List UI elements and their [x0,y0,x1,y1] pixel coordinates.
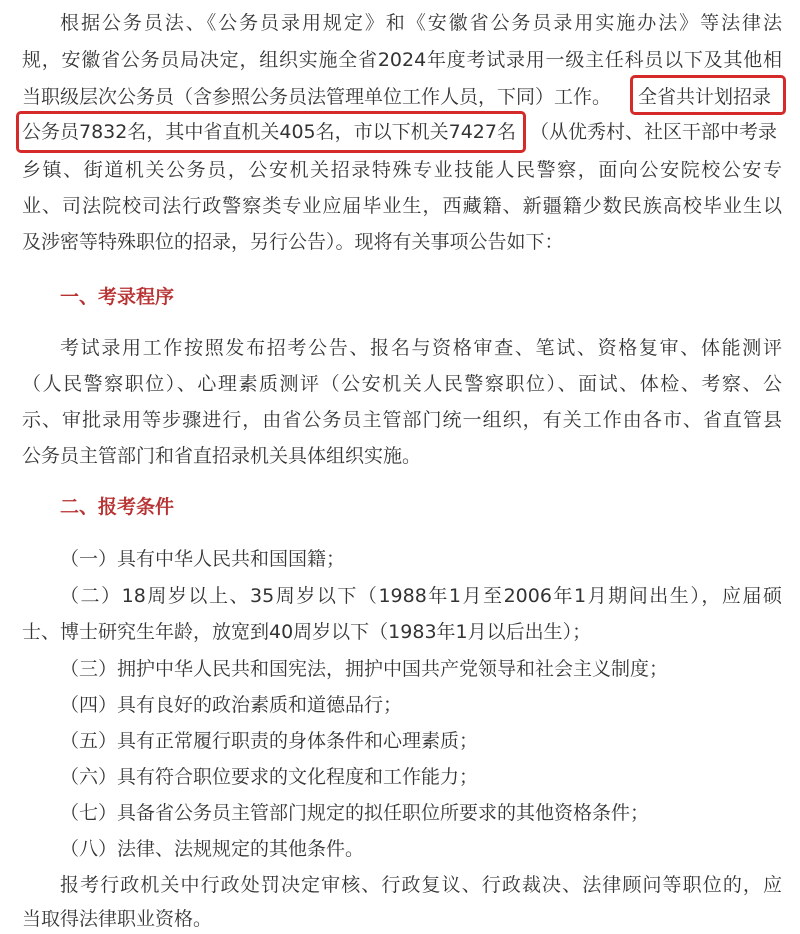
condition-6: （六）具有符合职位要求的文化程度和工作能力； [60,766,479,788]
intro-line-5: 乡镇、街道机关公务员，公安机关招录特殊专业技能人民警察，面向公安院校公安专 [22,159,782,181]
intro-line-3-text: 当职级层次公务员（含参照公务员法管理单位工作人员，下同）工作。 [22,86,612,108]
intro-line-4 [22,118,782,146]
intro-line-4-text: （从优秀村、社区干部中考录 [530,121,778,143]
highlight-text-1: 全省共计划招录 [638,86,772,108]
section-1-line-3: 示、审批录用等步骤进行，由省公务员主管部门统一组织，有关工作由各市、省直管县 [22,409,782,431]
note-line-1: 报考行政机关中行政处罚决定审核、行政复议、行政裁决、法律顾问等职位的，应 [60,874,782,896]
condition-2-line-2: 士、博士研究生年龄，放宽到40周岁以下（1983年1月以后出生）； [22,621,592,643]
section-1-line-4: 公务员主管部门和省直招录机关具体组织实施。 [22,445,422,467]
condition-8: （八）法律、法规规定的其他条件。 [60,838,365,860]
condition-1: （一）具有中华人民共和国国籍； [60,548,346,570]
intro-line-7: 及涉密等特殊职位的招录，另行公告）。现将有关事项公告如下： [22,231,564,253]
section-1-line-2: （人民警察职位）、心理素质测评（公安机关人民警察职位）、面试、体检、考察、公 [22,373,782,395]
highlight-text-2: 公务员7832名，其中省直机关405名，市以下机关7427名 [22,121,516,143]
note-line-2: 当取得法律职业资格。 [22,908,213,930]
intro-line-1: 根据公务员法、《公务员录用规定》和《安徽省公务员录用实施办法》等法律法 [60,12,782,34]
intro-line-6: 业、司法院校司法行政警察类专业应届毕业生，西藏籍、新疆籍少数民族高校毕业生以 [22,195,782,217]
section-2-heading: 二、报考条件 [60,496,175,518]
section-1-line-1: 考试录用工作按照发布招考公告、报名与资格审查、笔试、资格复审、体能测评 [60,337,782,359]
condition-4: （四）具有良好的政治素质和道德品行； [60,694,403,716]
intro-line-2: 规，安徽省公务员局决定，组织实施全省2024年度考试录用一级主任科员以下及其他相 [22,49,782,71]
condition-5: （五）具有正常履行职责的身体条件和心理素质； [60,730,479,752]
condition-7: （七）具备省公务员主管部门规定的拟任职位所要求的其他资格条件； [60,802,650,824]
condition-3: （三）拥护中华人民共和国宪法，拥护中国共产党领导和社会主义制度； [60,658,669,680]
intro-line-3 [22,83,782,111]
condition-2-line-1: （二）18周岁以上、35周岁以下（1988年1月至2006年1月期间出生），应届硕 [60,585,782,607]
section-1-heading: 一、考录程序 [60,286,175,308]
